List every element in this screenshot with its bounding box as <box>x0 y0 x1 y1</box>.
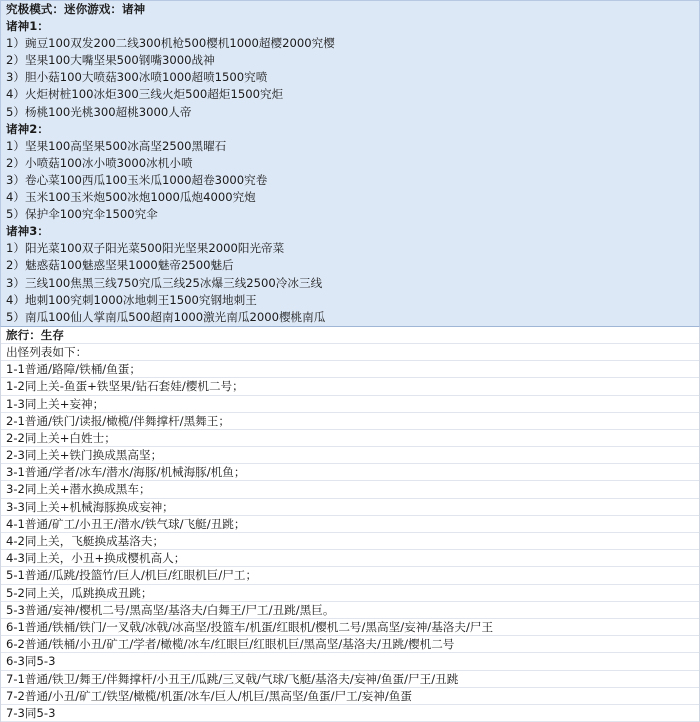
table-row: 3-2同上关+潜水换成黑车； <box>1 481 699 498</box>
table-row: 2-1普通/铁门/读报/橄榄/伴舞撑杆/黑舞王； <box>1 413 699 430</box>
list-item: 3）胆小菇100大喷菇300冰喷1000超喷1500究喷 <box>6 70 268 85</box>
table-row: 5-3普通/妄神/樱机二号/黑高坚/基洛夫/白舞王/尸工/丑跳/黑巨。 <box>1 602 699 619</box>
group-title-3: 诸神3： <box>6 224 49 239</box>
table-row: 1-3同上关+妄神； <box>1 396 699 413</box>
table-row: 3-3同上关+机械海豚换成妄神； <box>1 499 699 516</box>
list-item: 2）魅惑菇100魅惑坚果1000魅帝2500魅后 <box>6 258 234 273</box>
list-item: 4）地刺100究刺1000冰地刺王1500究钢地刺王 <box>6 292 257 307</box>
table-row: 1-1普通/路障/铁桶/鱼蛋； <box>1 361 699 378</box>
list-item: 3）三线100焦黑三线750究瓜三线25冰爆三线2500冷冰三线 <box>6 275 323 290</box>
table-row: 4-1普通/矿工/小丑王/潜水/铁气球/飞艇/丑跳； <box>1 516 699 533</box>
list-item: 5）杨桃100光桃300超桃3000人帝 <box>6 104 192 119</box>
table-row: 7-1普通/铁卫/舞王/伴舞撑杆/小丑王/瓜跳/三叉戟/气球/飞艇/基洛夫/妄神/鱼蛋/尸王/丑跳 <box>1 671 699 688</box>
plant-upgrade-section <box>0 0 700 327</box>
list-item: 1）坚果100高坚果500冰高坚2500黑曜石 <box>6 138 227 153</box>
list-item: 1）豌豆100双发200二线300机枪500樱机1000超樱2000究樱 <box>6 36 335 51</box>
list-title: 出怪列表如下： <box>1 344 699 361</box>
list-item: 2）坚果100大嘴坚果500钢嘴3000战神 <box>6 53 215 68</box>
table-row: 2-2同上关+白姓士； <box>1 430 699 447</box>
travel-mode-heading: 旅行：生存 <box>1 327 699 344</box>
list-item: 3）卷心菜100西瓜100玉米瓜1000超卷3000究卷 <box>6 172 268 187</box>
table-row: 4-2同上关，飞艇换成基洛夫； <box>1 533 699 550</box>
list-item: 1）阳光菜100双子阳光菜500阳光坚果2000阳光帝菜 <box>6 241 285 256</box>
level-list-section <box>0 327 700 722</box>
table-row: 7-3同5-3 <box>1 705 699 722</box>
list-item: 4）玉米100玉米炮500冰炮1000瓜炮4000究炮 <box>6 190 256 205</box>
list-item: 5）南瓜100仙人掌南瓜500超南1000激光南瓜2000樱桃南瓜 <box>6 309 326 324</box>
list-item: 4）火炬树桩100冰炬300三线火炬500超炬1500究炬 <box>6 87 284 102</box>
table-row: 3-1普通/学者/冰车/潜水/海豚/机械海豚/机鱼； <box>1 464 699 481</box>
list-item: 5）保护伞100究伞1500究伞 <box>6 207 158 222</box>
table-row: 5-1普通/瓜跳/投篮竹/巨人/机巨/红眼机巨/尸工； <box>1 567 699 584</box>
section-header: 究极模式：迷你游戏：诸神 <box>6 2 146 16</box>
table-row: 7-2普通/小丑/矿工/铁坚/橄榄/机蛋/冰车/巨人/机巨/黑高坚/鱼蛋/尸工/妄神/鱼蛋 <box>1 688 699 705</box>
list-item: 2）小喷菇100冰小喷3000冰机小喷 <box>6 155 193 170</box>
table-row: 4-3同上关，小丑+换成樱机高人； <box>1 550 699 567</box>
table-row: 1-2同上关-鱼蛋+铁坚果/钻石套娃/樱机二号； <box>1 378 699 395</box>
group-title-1: 诸神1： <box>6 19 49 34</box>
table-row: 5-2同上关，瓜跳换成丑跳； <box>1 585 699 602</box>
table-row: 2-3同上关+铁门换成黑高坚； <box>1 447 699 464</box>
group-title-2: 诸神2： <box>6 121 49 136</box>
table-row: 6-3同5-3 <box>1 653 699 670</box>
table-row: 6-2普通/铁桶/小丑/矿工/学者/橄榄/冰车/红眼巨/红眼机巨/黑高坚/基洛夫/丑跳/樱机二号 <box>1 636 699 653</box>
table-row: 6-1普通/铁桶/铁门/一叉戟/冰戟/冰高坚/投篮车/机蛋/红眼机/樱机二号/黑高坚/妄神/基洛夫/尸王 <box>1 619 699 636</box>
